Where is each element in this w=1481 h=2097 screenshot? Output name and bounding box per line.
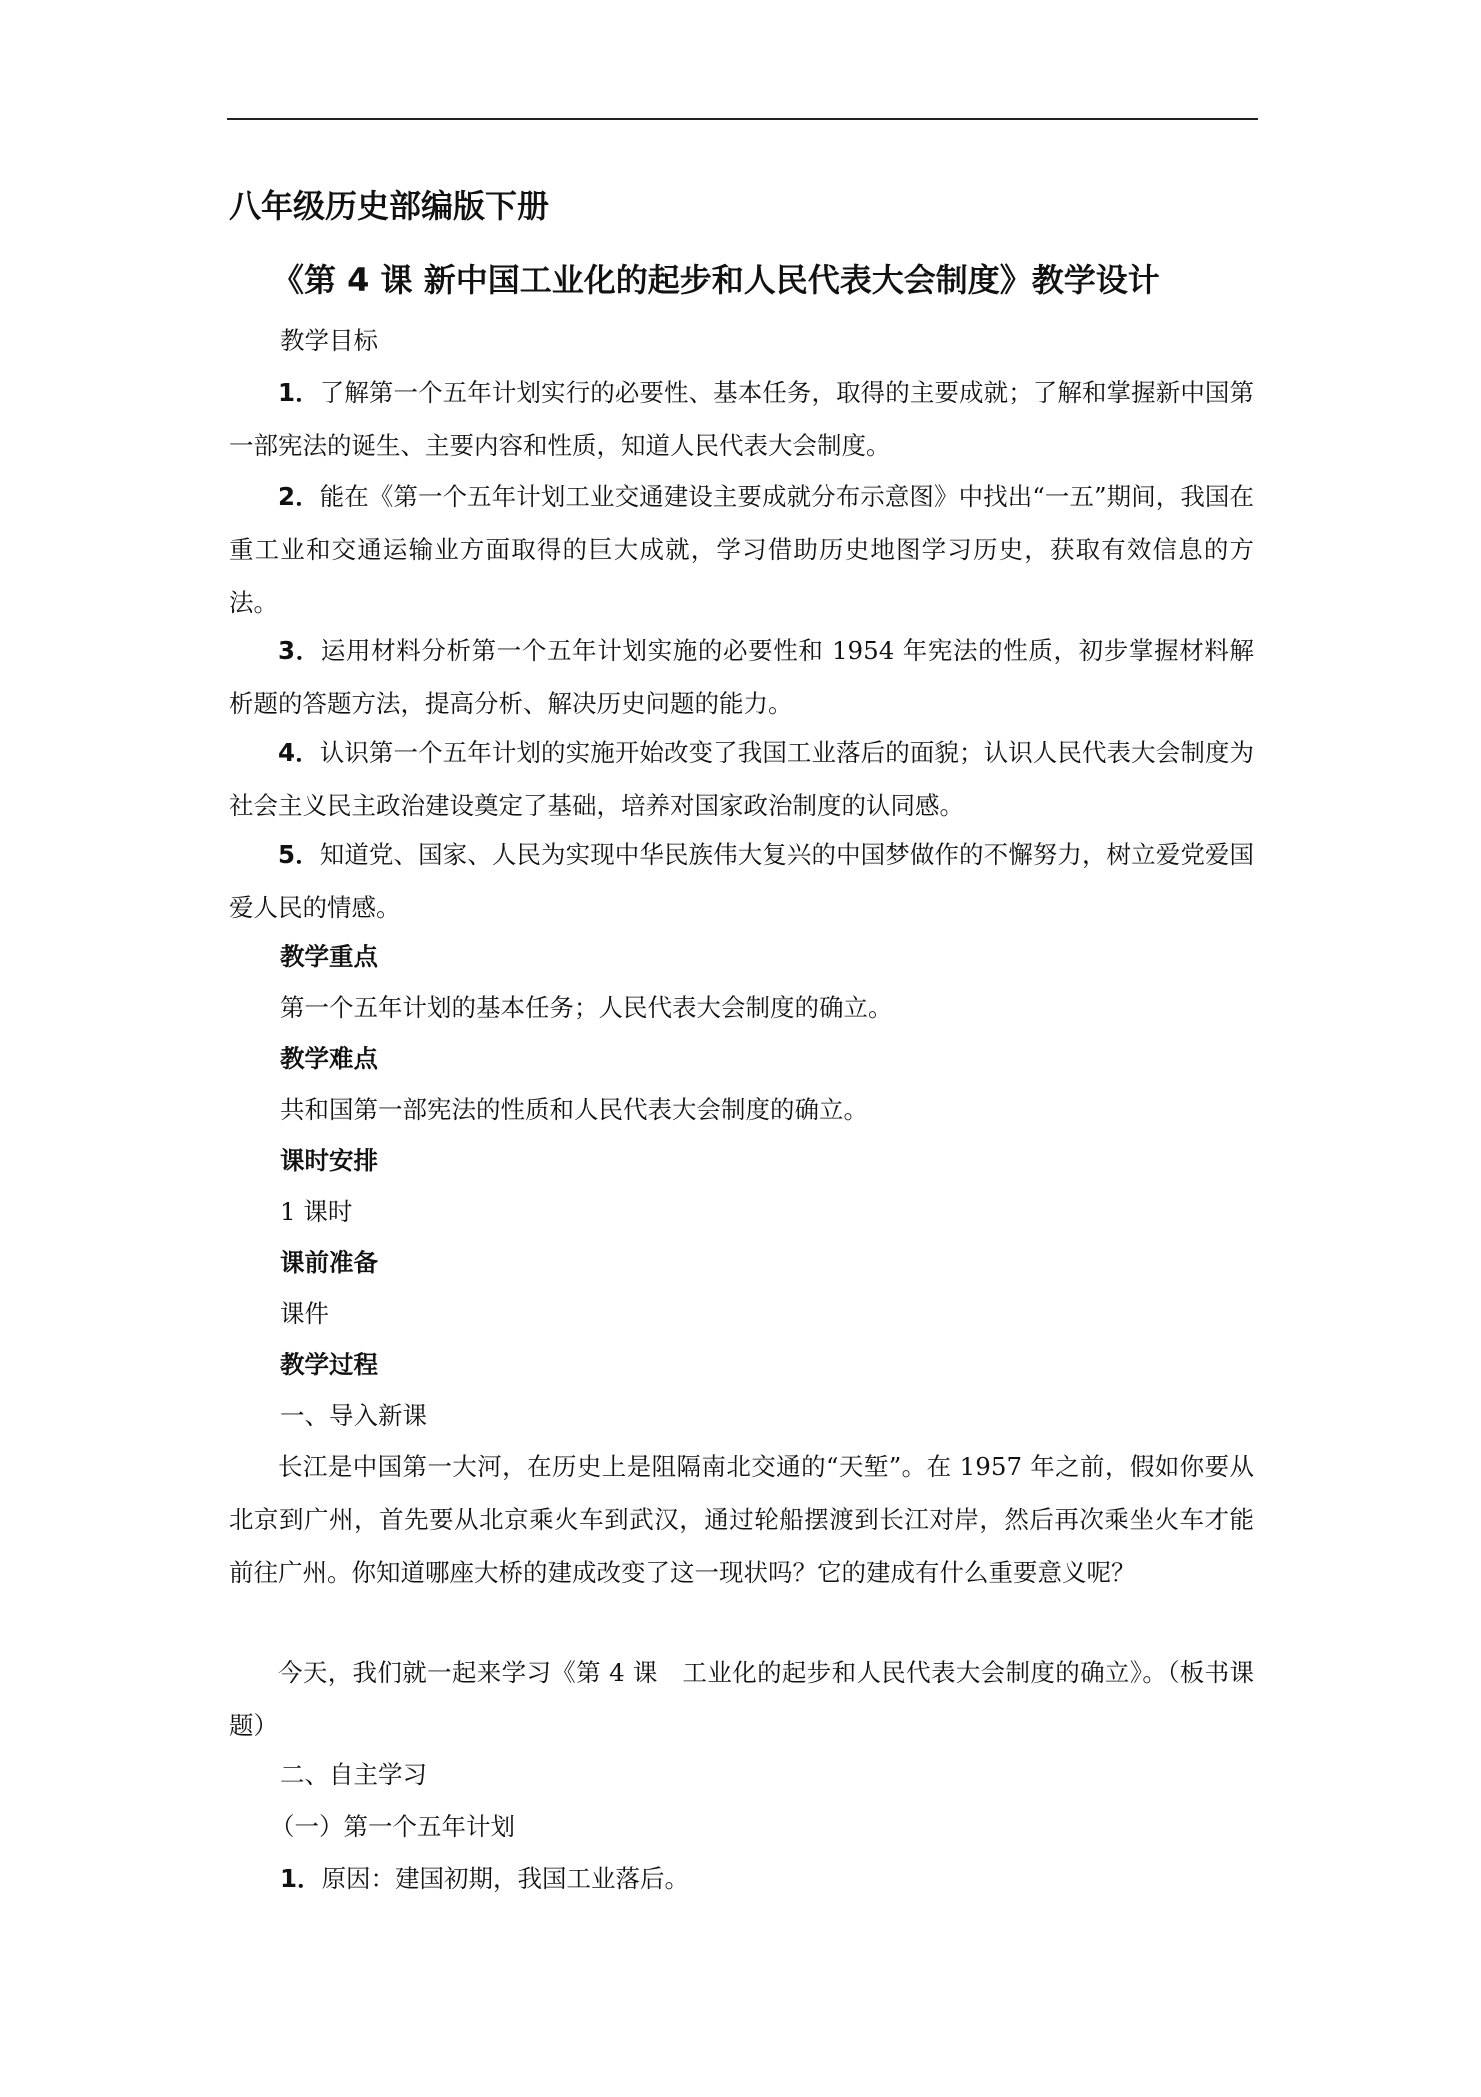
difficulties-text: 共和国第一部宪法的性质和人民代表大会制度的确立。 (280, 1095, 868, 1124)
objective-number: 2． (278, 482, 320, 511)
objective-4 (229, 726, 1254, 832)
objective-5 (229, 828, 1254, 934)
objective-number: 1． (278, 378, 320, 407)
intro-paragraph: 长江是中国第一大河，在历史上是阻隔南北交通的“天堑”。在 1957 年之前，假如你要从北京到广州，首先要从北京乘火车到武汉，通过轮船摆渡到长江对岸，然后再次乘坐火车才能前往广州。你知道哪座大桥的建成改变了这一现状吗？它的建成有什么重要意义呢？ (229, 1452, 1254, 1587)
objective-text: 运用材料分析第一个五年计划实施的必要性和 1954 年宪法的性质，初步掌握材料解析题的答题方法，提高分析、解决历史问题的能力。 (229, 636, 1254, 718)
difficulties-heading: 教学难点 (280, 1044, 378, 1073)
objective-text: 了解第一个五年计划实行的必要性、基本任务，取得的主要成就；了解和掌握新中国第一部宪法的诞生、主要内容和性质，知道人民代表大会制度。 (229, 378, 1254, 460)
preparation-heading: 课前准备 (280, 1248, 378, 1277)
preparation-text: 课件 (280, 1299, 329, 1328)
objective-2 (229, 470, 1254, 629)
lesson-intro-paragraph: 今天，我们就一起来学习《第 4 课 工业化的起步和人民代表大会制度的确立》。（板书课题） (229, 1658, 1254, 1740)
lesson-title: 《第 4 课 新中国工业化的起步和人民代表大会制度》教学设计 (272, 261, 1160, 299)
objective-text: 知道党、国家、人民为实现中华民族伟大复兴的中国梦做作的不懈努力，树立爱党爱国爱人民的情感。 (229, 840, 1254, 922)
point-number: 1． (280, 1864, 322, 1893)
objective-number: 5． (278, 840, 320, 869)
objective-1 (229, 366, 1254, 472)
key-points-text: 第一个五年计划的基本任务；人民代表大会制度的确立。 (280, 993, 893, 1022)
objective-number: 4． (278, 738, 320, 767)
schedule-text: 1 课时 (280, 1197, 353, 1226)
grade-title: 八年级历史部编版下册 (229, 187, 550, 225)
point-1 (280, 1852, 1254, 1905)
process-heading: 教学过程 (280, 1350, 378, 1379)
intro-heading: 一、导入新课 (280, 1401, 427, 1430)
key-points-heading: 教学重点 (280, 942, 378, 971)
objective-3 (229, 624, 1254, 730)
objective-text: 认识第一个五年计划的实施开始改变了我国工业落后的面貌；认识人民代表大会制度为社会主义民主政治建设奠定了基础，培养对国家政治制度的认同感。 (229, 738, 1254, 820)
schedule-heading: 课时安排 (280, 1146, 378, 1175)
objective-text: 能在《第一个五年计划工业交通建设主要成就分布示意图》中找出“一五”期间，我国在重工业和交通运输业方面取得的巨大成就，学习借助历史地图学习历史，获取有效信息的方法。 (229, 482, 1254, 617)
point-text: 原因：建国初期，我国工业落后。 (321, 1864, 690, 1893)
objective-number: 3． (278, 636, 321, 665)
header-rule (227, 118, 1258, 120)
subsection-heading: （一）第一个五年计划 (270, 1812, 515, 1841)
objectives-heading: 教学目标 (280, 326, 378, 355)
self-study-heading: 二、自主学习 (280, 1760, 427, 1789)
